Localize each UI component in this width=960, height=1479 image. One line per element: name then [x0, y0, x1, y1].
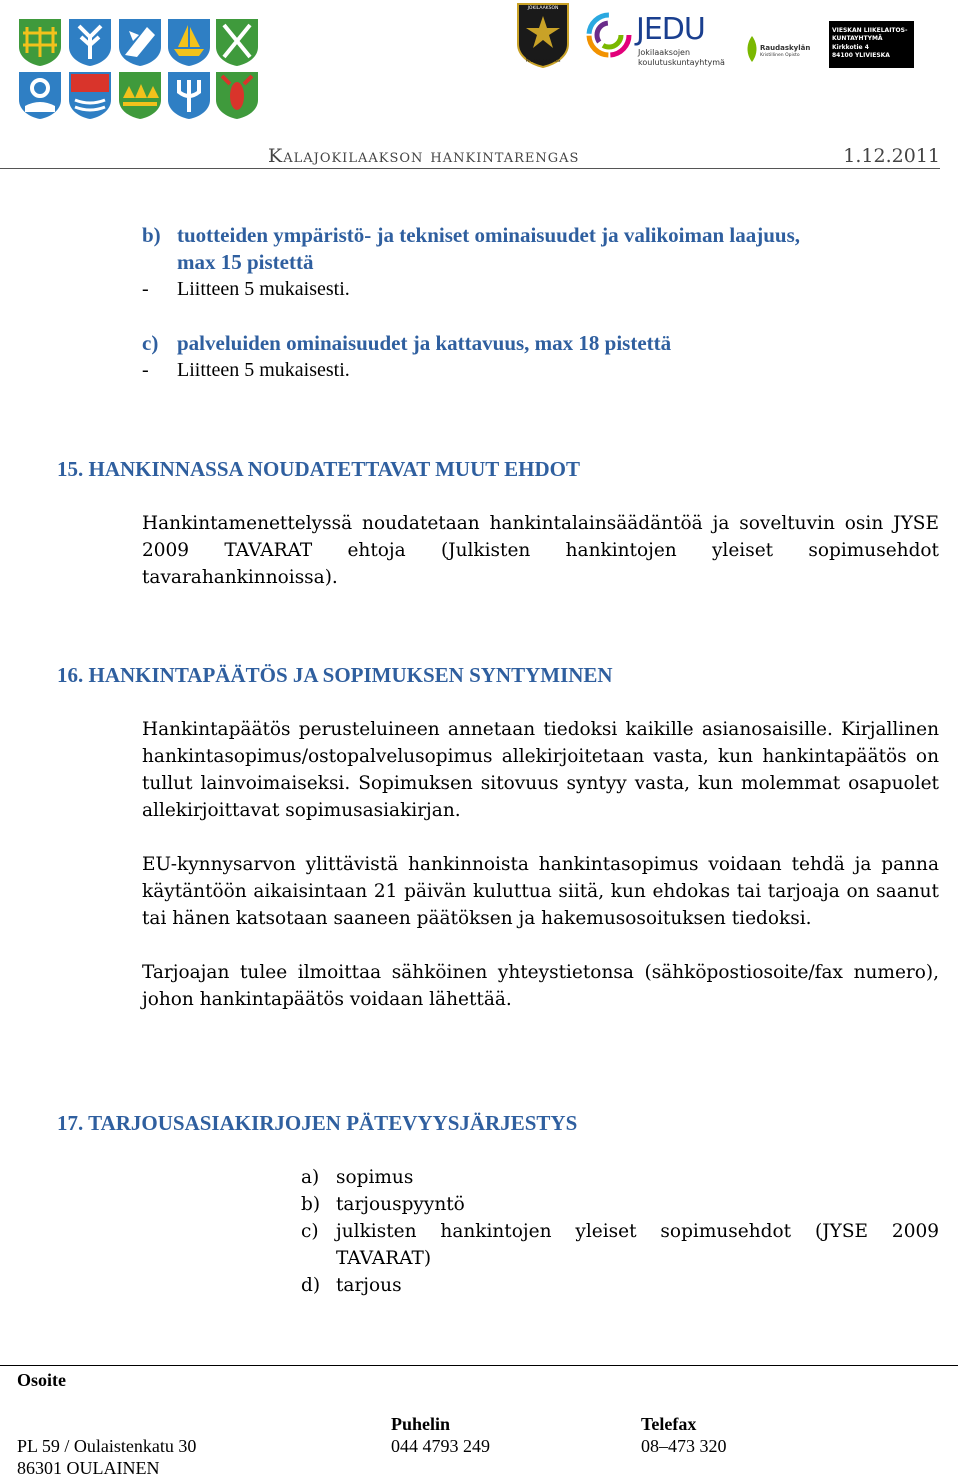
section-17-heading: 17. TARJOUSASIAKIRJOJEN PÄTEVYYSJÄRJESTYS [57, 1111, 578, 1135]
header-divider [0, 168, 940, 169]
tree-crest-icon [67, 17, 113, 67]
rescue-department-logo [514, 2, 572, 68]
ship-crest-icon [166, 17, 212, 67]
footer-phone: 044 4793 249 [391, 1436, 490, 1456]
section-c-dash: - [142, 359, 149, 381]
vieska-line1: VIESKAN LIIKELAITOS- [832, 27, 908, 34]
section-b-text: Liitteen 5 mukaisesti. [177, 278, 350, 300]
list-item-label: d) [301, 1275, 321, 1296]
crayfish-crest-icon [214, 70, 260, 120]
document-header-title: Kalajokilaakson hankintarengas [268, 145, 580, 167]
section-15-paragraph: Hankintamenettelyssä noudatetaan hankintalainsäädäntöä ja soveltuvin osin JYSE 2009 TAVARAT ehtoja (Julkisten hankintojen yleiset sopimusehdot tavarahankinnoissa). [142, 513, 939, 588]
fence-crest-icon [17, 17, 63, 67]
jedu-subtitle-line1: Jokilaaksojen [638, 48, 691, 57]
section-b-label: b) [142, 223, 161, 247]
vieska-line3: Kirkkotie 4 [832, 43, 869, 51]
section-16-heading: 16. HANKINTAPÄÄTÖS JA SOPIMUKSEN SYNTYMINEN [57, 663, 613, 687]
raudaskyla-line1: Raudaskylän [760, 44, 811, 52]
footer-divider [0, 1365, 958, 1366]
forest-crest-icon [117, 70, 163, 120]
section-16-paragraph-2: EU-kynnysarvon ylittävistä hankinnoista hankintasopimus voidaan tehdä ja panna käytäntöön aikaisintaan 21 päivän kuluttua siitä, kun ehdokas tai tarjoaja on saanut tai hänen katsotaan saaneen päätöksen ja hakemusosoituksen tiedoksi. [142, 854, 939, 929]
vieska-line2: KUNTAYHTYMÄ [832, 35, 883, 43]
trident-crest-icon [166, 70, 212, 120]
section-b-heading-line1: tuotteiden ympäristö- ja tekniset ominaisuudet ja valikoiman laajuus, [177, 223, 801, 247]
footer-phone-label: Puhelin [391, 1414, 451, 1434]
jedu-subtitle [638, 48, 725, 68]
list-item-label: b) [301, 1194, 321, 1215]
jedu-logo [584, 8, 734, 72]
list-item-label: c) [301, 1221, 319, 1242]
jedu-name: JEDU [636, 12, 705, 47]
list-item: sopimus [336, 1167, 414, 1188]
vieska-line4: 84100 YLIVIESKA [832, 52, 890, 60]
raudaskyla-line2: Kristillinen Opisto [760, 53, 800, 58]
section-16-paragraph-1: Hankintapäätös perusteluineen annetaan tiedoksi kaikille asianosaisille. Kirjallinen hankintasopimus/ostopalvelusopimus allekirjoitetaan vasta, kun hankintapäätös on tullut lainvoimaiseksi. Sopimuksen sitovuus syntyy vasta, kun molemmat osapuolet allekirjoittavat sopimusasiakirjan. [142, 719, 939, 821]
section-15-heading: 15. HANKINNASSA NOUDATETTAVAT MUUT EHDOT [57, 457, 580, 481]
document-date: 1.12.2011 [843, 145, 940, 167]
list-item: tarjous [336, 1275, 402, 1296]
list-item: julkisten hankintojen yleiset sopimusehdot (JYSE 2009 TAVARAT) [336, 1221, 939, 1269]
footer-address-line1: PL 59 / Oulaistenkatu 30 [17, 1436, 197, 1456]
list-item-label: a) [301, 1167, 320, 1188]
footer-fax-label: Telefax [641, 1414, 697, 1434]
rescue-logo-bottom-text: PELASTUSLAITOS [525, 58, 561, 63]
ring-crest-icon [17, 70, 63, 120]
vieska-logo-text [829, 21, 914, 61]
section-c-text: Liitteen 5 mukaisesti. [177, 359, 350, 381]
section-c-heading: palveluiden ominaisuudet ja kattavuus, max 18 pistettä [177, 331, 672, 355]
list-item: tarjouspyyntö [336, 1194, 465, 1215]
flames-crest-icon [67, 70, 113, 120]
swords-crest-icon [214, 17, 260, 67]
section-c-label: c) [142, 331, 159, 355]
leaf-icon [744, 34, 760, 64]
footer-address-label: Osoite [17, 1370, 66, 1390]
jedu-subtitle-line2: koulutuskuntayhtymä [638, 58, 725, 67]
section-b-dash: - [142, 278, 149, 300]
wings-crest-icon [117, 17, 163, 67]
section-b-heading-line2: max 15 pistettä [177, 250, 314, 274]
section-16-paragraph-3: Tarjoajan tulee ilmoittaa sähköinen yhteystietonsa (sähköpostiosoite/fax numero), johon hankintapäätös voidaan lähettää. [142, 962, 939, 1010]
rescue-logo-top-text: JOKILAAKSON [527, 6, 559, 11]
vieska-logo [829, 21, 914, 68]
footer-fax: 08–473 320 [641, 1436, 727, 1456]
footer-address-line2: 86301 OULAINEN [17, 1458, 160, 1478]
jedu-swirl-icon [584, 10, 634, 60]
raudaskyla-logo [744, 34, 811, 70]
